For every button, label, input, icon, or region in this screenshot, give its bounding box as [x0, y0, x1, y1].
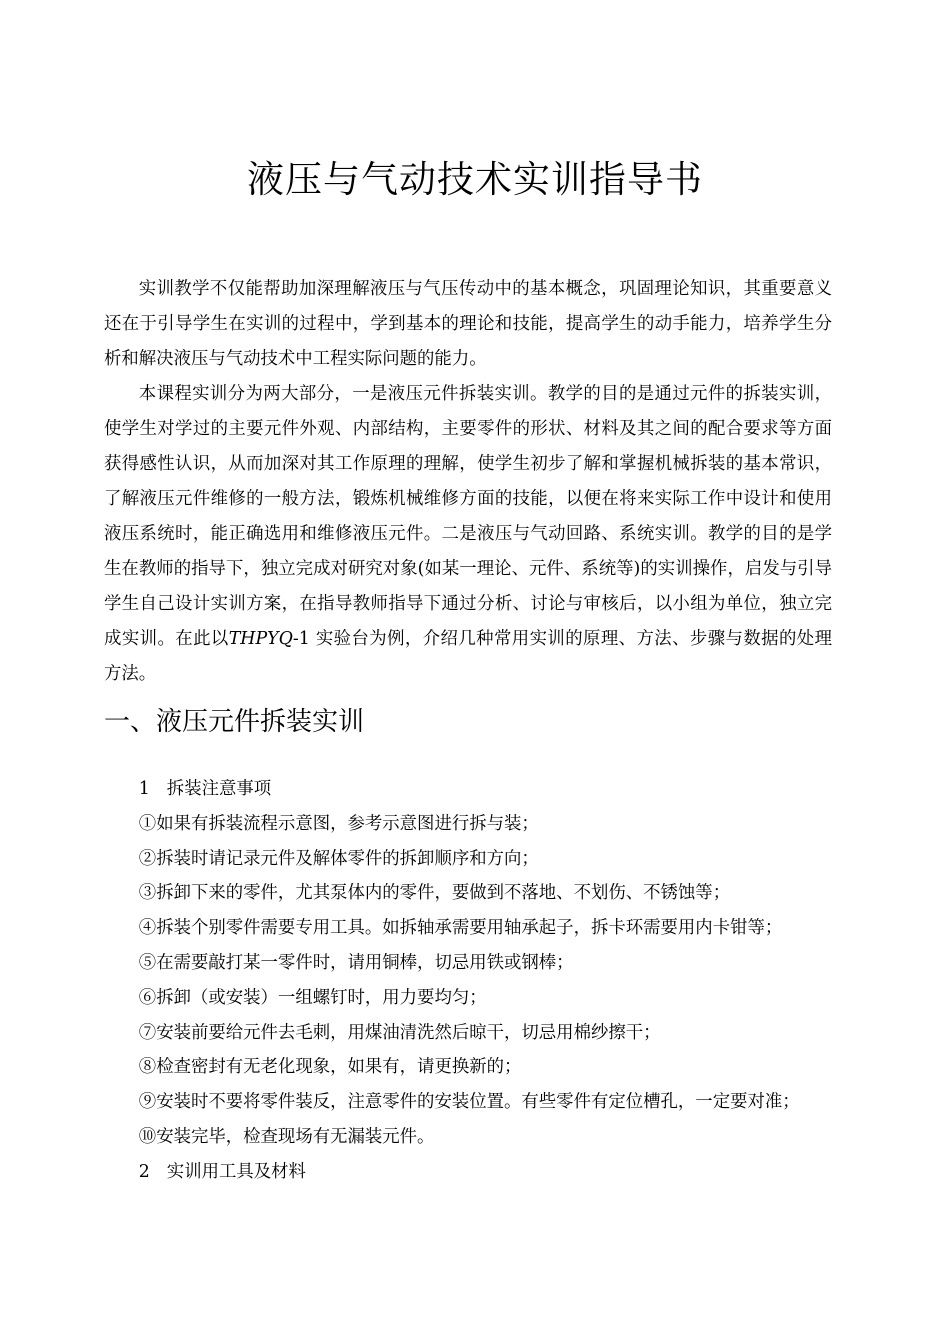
subsection-label: 实训用工具及材料 [166, 1161, 306, 1182]
list-item: ④拆装个别零件需要专用工具。如拆轴承需要用轴承起子，拆卡环需要用内卡钳等； [138, 918, 783, 939]
intro-paragraph-2 [104, 377, 832, 692]
course-overview-section [104, 377, 832, 692]
list-item: ⑤在需要敲打某一零件时，请用铜棒，切忌用铁或钢棒； [138, 952, 574, 973]
list-item: ②拆装时请记录元件及解体零件的拆卸顺序和方向； [138, 848, 539, 869]
subsection-heading-1 [104, 772, 832, 807]
equipment-model: THPYQ [228, 629, 293, 649]
list-item: ⑥拆卸（或安装）一组螺钉时，用力要均匀； [138, 987, 487, 1008]
subsection-heading-2 [104, 1155, 832, 1190]
list-item: ⑩安装完毕，检查现场有无漏装元件。 [138, 1126, 435, 1147]
intro-paragraph-1: 实训教学不仅能帮助加深理解液压与气压传动中的基本概念，巩固理论知识，其重要意义还在于引导学生在实训的过程中，学到基本的理论和技能，提高学生的动手能力，培养学生分析和解决液压与气动技术中工程实际问题的能力。 [104, 279, 832, 369]
subsection-number: 2 [138, 1161, 150, 1182]
section-heading-1: 一、液压元件拆装实训 [104, 707, 365, 737]
intro-section [104, 272, 832, 377]
list-item: ①如果有拆装流程示意图，参考示意图进行拆与装； [138, 813, 539, 834]
list-item: ⑨安装时不要将零件装反，注意零件的安装位置。有些零件有定位槽孔，一定要对准； [138, 1092, 800, 1113]
list-item: ⑧检查密封有无老化现象，如果有，请更换新的； [138, 1057, 522, 1078]
paragraph-2-text: 本课程实训分为两大部分，一是液压元件拆装实训。教学的目的是通过元件的拆装实训，使学生对学过的主要元件外观、内部结构，主要零件的形状、材料及其之间的配合要求等方面获得感性认识，从而加深对其工作原理的理解，使学生初步了解和掌握机械拆装的基本常识，了解液压元件维修的一般方法，锻炼机械维修方面的技能，以便在将来实际工作中设计和使用液压系统时，能正确选用和维修液压元件。二是液压与气动回路、系统实训。教学的目的是学生在教师的指导下，独立完成对研究对象(如某一理论、元件、系统等)的实训操作，启发与引导学生自己设计实训方案，在指导教师指导下通过分析、讨论与审核后，以小组为单位，独立完成实训。在此以 [104, 384, 832, 649]
list-item: ⑦安装前要给元件去毛刺，用煤油清洗然后晾干，切忌用棉纱擦干； [138, 1022, 661, 1043]
subsection-number: 1 [138, 779, 150, 799]
paragraph-2-text-end: -1 实验台为例，介绍几种常用实训的原理、方法、步骤与数据的处理方法。 [104, 629, 832, 684]
document-title: 液压与气动技术实训指导书 [247, 158, 703, 201]
list-item: ③拆卸下来的零件，尤其泵体内的零件，要做到不落地、不划伤、不锈蚀等； [138, 883, 731, 904]
subsection-label: 拆装注意事项 [166, 779, 272, 799]
disassembly-notes [104, 772, 832, 1190]
